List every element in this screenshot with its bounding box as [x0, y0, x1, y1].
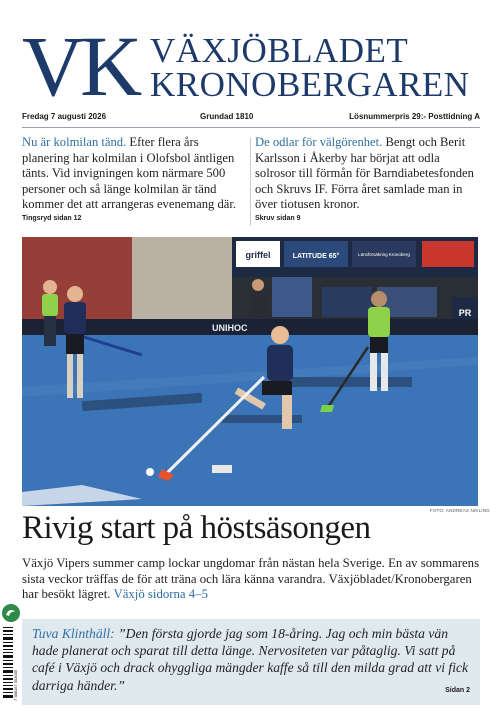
main-headline[interactable]: Rivig start på höstsäsongen: [22, 510, 371, 546]
player-background: [250, 279, 266, 317]
quote-speaker: Tuva Klinthäll:: [32, 626, 115, 641]
main-story-body: [22, 556, 482, 603]
teaser-left-text: Efter flera års planering har kolmilan i Olofsbol äntligen tänts. Vid invigningen kom närmare 500 personer och så länge kolmilan är tänd kommer det att arrangeras evenemang där.: [22, 135, 236, 212]
paper-name-line2: KRONOBERGAREN: [150, 65, 470, 104]
main-photo[interactable]: [22, 237, 478, 506]
paper-name-line1: VÄXJÖBLADET: [150, 31, 409, 70]
price-label: Lösnummerpris 29:- Posttidning A: [349, 112, 480, 121]
issue-meta: [22, 112, 480, 126]
barcode-icon: [2, 605, 20, 705]
teaser-left-lead: Nu är kolmilan tänd.: [22, 135, 127, 149]
quote-box[interactable]: [22, 619, 480, 705]
floorball-photo: [22, 237, 478, 506]
main-story-text: Växjö Vipers summer camp lockar ungdomar från nästan hela Sverige. En av sommarens sista veckor träffas de för att träna och lära känna varandra. Växjöbladet/Kronobergaren har besökt lägret.: [22, 556, 480, 602]
barcode-number: 7 388157 303005: [13, 669, 18, 701]
banner-pr: PR: [458, 308, 472, 318]
banner-latitude: LATITUDE 65°: [292, 253, 340, 260]
teaser-right-ref[interactable]: Skruv sidan 9: [255, 215, 301, 222]
masthead-divider: [22, 127, 480, 128]
issue-date: Fredag 7 augusti 2026: [22, 112, 107, 121]
quote-body: ”Den första gjorde jag som 18-åring. Jag och min bästa vän hade planerat och sparat till detta länge. Nervositeten var påtaglig. Vi satt på café i Växjö och drack ohyggliga mängder kaffe så till den milda grad att vi fick darriga händer.”: [32, 626, 469, 693]
masthead: [22, 18, 482, 114]
teaser-right[interactable]: [255, 135, 480, 213]
teaser-left[interactable]: [22, 135, 244, 213]
teaser-divider: [250, 138, 251, 226]
player-left-far: [42, 280, 58, 346]
quote-text: [32, 625, 472, 694]
arena-board-text: UNIHOC: [212, 323, 248, 333]
quote-page-ref[interactable]: Sidan 2: [445, 687, 470, 694]
teaser-right-text: Bengt och Berit Karlsson i Åkerby har börjat att odla solrosor till förmån för Barndiabetesfonden och Skruvs IF. Förra året samlade man in över tiotusen kronor.: [255, 135, 474, 212]
founded-label: Grundad 1810: [200, 112, 254, 121]
main-story-page-ref[interactable]: Växjö sidorna 4–5: [113, 587, 208, 602]
paper-name: [150, 31, 470, 104]
teaser-right-lead: De odlar för välgörenhet.: [255, 135, 383, 149]
banner-griffel: griffel: [245, 250, 271, 260]
teaser-left-ref[interactable]: Tingsryd sidan 12: [22, 215, 82, 222]
banner-lansforsakring: Länsförsäkring Kronoberg: [358, 252, 410, 257]
photo-credit: FOTO: ANDREAS NIKLING: [430, 508, 490, 513]
masthead-logo: VK: [22, 18, 139, 114]
